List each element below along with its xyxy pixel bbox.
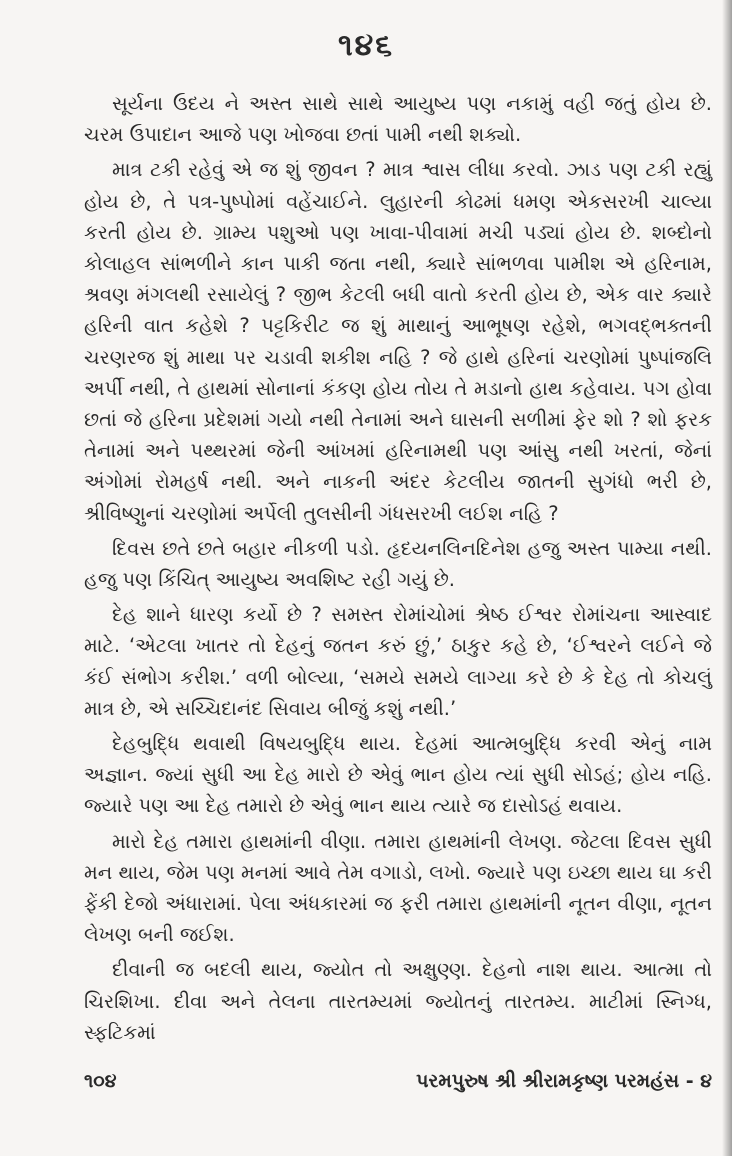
paragraph: દિવસ છતે છતે બહાર નીકળી પડો. હૃદયનલિનદિનેશ હજુ અસ્ત પામ્યા નથી. હજુ પણ કિંચિત્ આયુષ્ય અવશિષ્ટ રહી ગયું છે. [84,536,712,592]
page-number: ૧૪૬ [337,28,395,63]
footer-page-number: ૧૦૪ [84,1070,117,1092]
paragraph: દેહ શાને ધારણ કર્યો છે ? સમસ્ત રોમાંચોમાં શ્રેષ્ઠ ઈશ્વર રોમાંચના આસ્વાદ માટે. ‘એટલા ખાતર તો દેહનું જતન કરું છું,’ ઠાકુર કહે છે, ‘ઈશ્વરને લઈને જે કંઈ સંભોગ કરીશ.’ વળી બોલ્યા, ‘સમયે સમયે લાગ્યા કરે છે કે દેહ તો કોચલું માત્ર છે, એ સચ્ચિદાનંદ સિવાય બીજું કશું નથી.’ [84,603,712,720]
paragraph: મારો દેહ તમારા હાથમાંની વીણા. તમારા હાથમાંની લેખણ. જેટલા દિવસ સુધી મન થાય, જેમ પણ મનમાં આવે તેમ વગાડો, લખો. જ્યારે પણ ઇચ્છા થાય ઘા કરી ફેંકી દેજો અંધારામાં. પેલા અંધકારમાં જ ફરી તમારા હાથમાંની નૂતન વીણા, નૂતન લેખણ બની જઈશ. [84,829,712,947]
paragraph: માત્ર ટકી રહેવું એ જ શું જીવન ? માત્ર શ્વાસ લીધા કરવો. ઝાડ પણ ટકી રહ્યું હોય છે, તે પત્ર-પુષ્પોમાં વહેંચાઈને. લુહારની કોઢમાં ધમણ એકસરખી ચાલ્યા કરતી હોય છે. ગ્રામ્ય પશુઓ પણ ખાવા-પીવામાં મચી પડ્યાં હોય છે. શબ્દોનો કોલાહલ સાંભળીને કાન પાકી જતા નથી, ક્યારે સાંભળવા પામીશ એ હરિનામ, શ્રવણ મંગલથી રસાયેલું ? જીભ કેટલી બધી વાતો કરતી હોય છે, એક વાર ક્યારે હરિની વાત કહેશે ? પટ્ટકિરીટ જ શું માથાનું આભૂષણ રહેશે, ભગવદ્ભક્તની ચરણરજ શું માથા પર ચડાવી શકીશ નહિ ? જે હાથે હરિનાં ચરણોમાં પુષ્પાંજલિ અર્પી નથી, તે હાથમાં સોનાનાં કંકણ હોય તોય તે મડાનો હાથ કહેવાય. પગ હોવા છતાં જે હરિના પ્રદેશમાં ગયો નથી તેનામાં અને ઘાસની સળીમાં ફેર શો ? શો ફરક તેનામાં અને પથ્થરમાં જેની આંખમાં હરિનામથી પણ આંસુ નથી ખરતાં, જેનાં અંગોમાં રોમહર્ષ નથી. અને નાકની અંદર કેટલીય જાતની સુગંધો ભરી છે, શ્રીવિષ્ણુનાં ચરણોમાં અર્પેલી તુલસીની ગંધસરખી લઈશ નહિ ? [84,158,712,525]
footer-book-title: પરમપુરુષ શ્રી શ્રીરામકૃષ્ણ પરમહંસ - ૪ [416,1070,712,1092]
paragraph: દેહબુદ્ધિ થવાથી વિષયબુદ્ધિ થાય. દેહમાં આત્મબુદ્ધિ કરવી એનું નામ અજ્ઞાન. જ્યાં સુધી આ દેહ મારો છે એવું ભાન હોય ત્યાં સુધી સોઽહં; હોય નહિ. જ્યારે પણ આ દેહ તમારો છે એવું ભાન થાય ત્યારે જ દાસોઽહં થવાય. [84,732,712,818]
paragraph: દીવાની જ બદલી થાય, જ્યોત તો અક્ષુણ્ણ. દેહનો નાશ થાય. આત્મા તો ચિરશિખા. દીવા અને તેલના તારતમ્યમાં જ્યોતનું તારતમ્ય. માટીમાં સ્નિગ્ધ, સ્ફટિકમાં [84,958,712,1044]
body-text [84,88,712,1048]
page-edge-shadow [722,0,732,1156]
page-footer [84,1070,712,1092]
paragraph: સૂર્યના ઉદય ને અસ્ત સાથે સાથે આયુષ્ય પણ નકામું વહી જતું હોય છે. ચરમ ઉપાદાન આજે પણ ખોજવા છતાં પામી નથી શક્યો. [84,92,712,147]
